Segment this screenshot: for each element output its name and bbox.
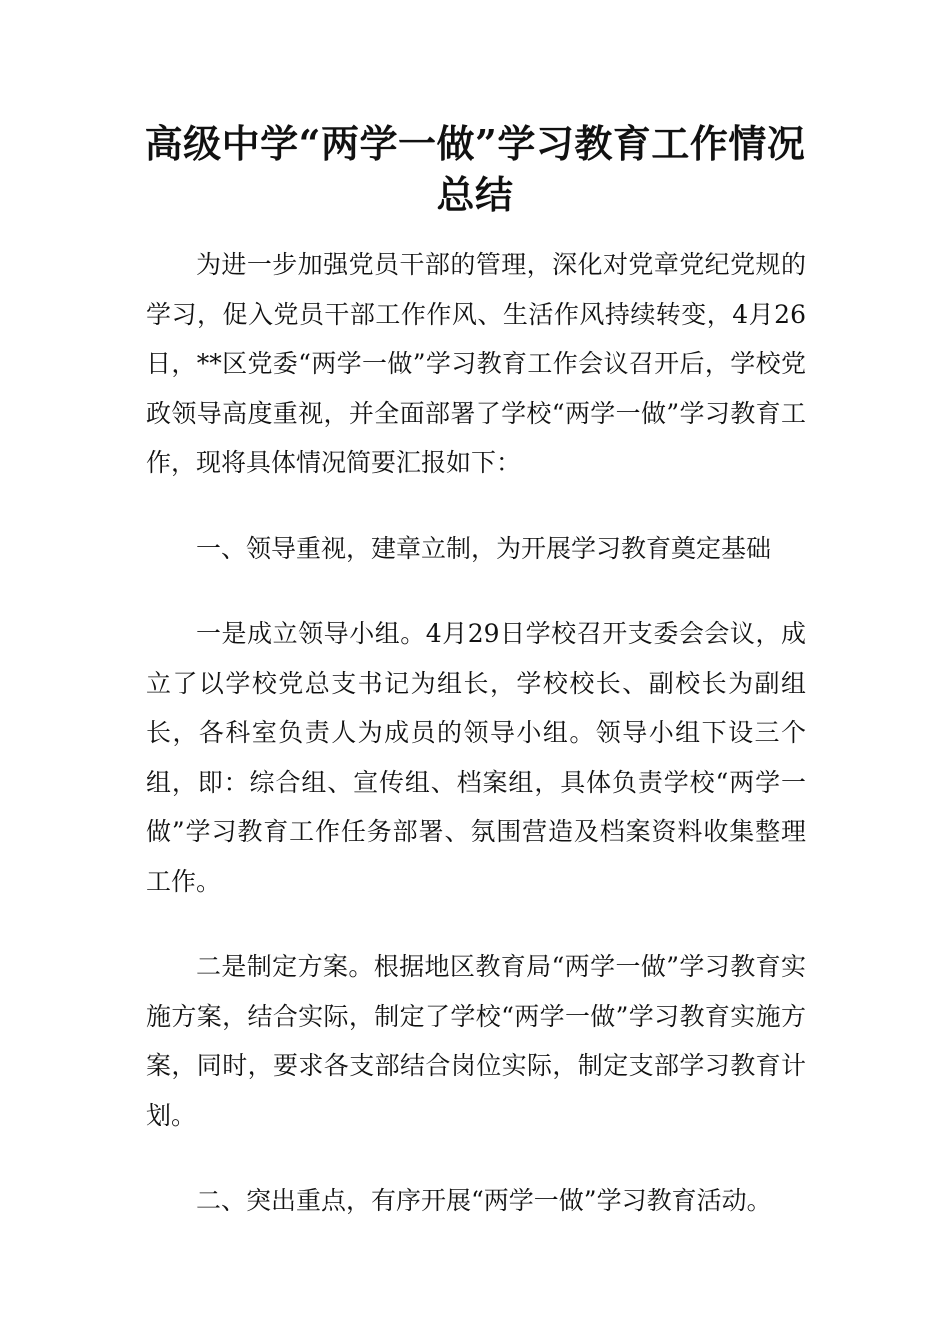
paragraph-gap <box>146 488 806 524</box>
paragraph-gap <box>146 906 806 942</box>
paragraph-gap <box>146 1140 806 1176</box>
plan-paragraph: 二是制定方案。根据地区教育局“两学一做”学习教育实施方案，结合实际，制定了学校“两学一做”学习教育实施方案，同时，要求各支部结合岗位实际，制定支部学习教育计划。 <box>146 952 806 1130</box>
section-heading-1: 一、领导重视，建章立制，为开展学习教育奠定基础 <box>196 533 772 563</box>
document-title: 高级中学“两学一做”学习教育工作情况总结 <box>144 121 806 217</box>
document-body <box>146 240 806 1226</box>
paragraph-gap <box>146 573 806 609</box>
intro-paragraph: 为进一步加强党员干部的管理，深化对党章党纪党规的学习，促入党员干部工作作风、生活作风持续转变，4月26日，**区党委“两学一做”学习教育工作会议召开后，学校党政领导高度重视，并全面部署了学校“两学一做”学习教育工作，现将具体情况简要汇报如下： <box>146 250 806 477</box>
leadership-group-paragraph: 一是成立领导小组。4月29日学校召开支委会会议，成立了以学校党总支书记为组长，学校校长、副校长为副组长，各科室负责人为成员的领导小组。领导小组下设三个组，即：综合组、宣传组、档案组，具体负责学校“两学一做”学习教育工作任务部署、氛围营造及档案资料收集整理工作。 <box>146 619 806 896</box>
section-heading-2: 二、突出重点，有序开展“两学一做”学习教育活动。 <box>196 1186 772 1215</box>
